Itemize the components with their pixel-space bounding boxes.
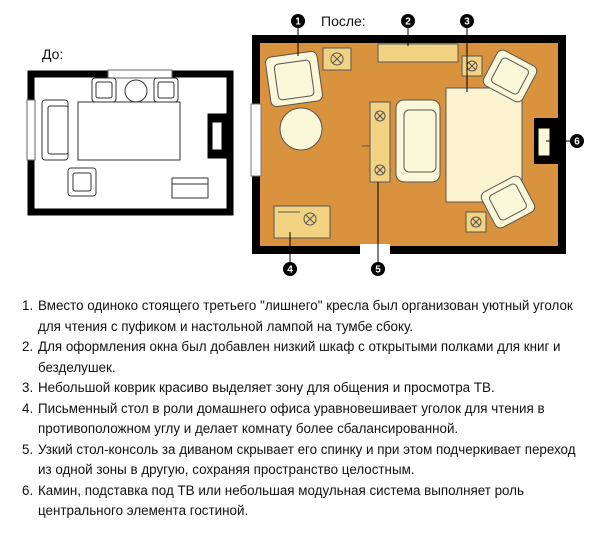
ottoman	[280, 108, 322, 150]
after-door-gap	[360, 244, 390, 256]
list-item	[0, 337, 600, 378]
marker-4-label: 4	[287, 264, 293, 276]
item-text: Камин, подставка под ТВ или небольшая модульная система выполняет роль центрального элемента гостиной.	[38, 482, 524, 518]
item-text: Для оформления окна был добавлен низкий шкаф с открытыми полками для книг и безделушек.	[38, 339, 561, 375]
item-number: 2.	[22, 339, 34, 354]
item-number: 4.	[22, 400, 34, 416]
before-desk	[172, 178, 208, 198]
list-item	[0, 440, 600, 481]
notes-list	[0, 296, 600, 522]
list-item	[0, 399, 600, 440]
before-window-top	[108, 70, 172, 78]
item-number: 5.	[22, 441, 34, 457]
marker-1-label: 1	[295, 16, 301, 28]
before-plan	[27, 70, 230, 212]
marker-2-label: 2	[405, 16, 411, 28]
item-number: 6.	[22, 482, 34, 498]
list-item	[0, 481, 600, 522]
marker-6-label: 6	[574, 136, 580, 148]
low-bookshelf	[378, 44, 458, 62]
list-item	[0, 378, 600, 399]
after-plan	[251, 14, 584, 276]
item-text: Письменный стол в роли домашнего офиса уравновешивает уголок для чтения в противоположном углу и делает комнату более сбалансированной.	[38, 400, 545, 436]
before-window-left	[27, 100, 35, 160]
before-coffee-table	[78, 102, 180, 160]
after-label: После:	[321, 13, 366, 29]
item-number: 3.	[22, 380, 34, 395]
item-text: Узкий стол-консоль за диваном скрывает его спинку и при этом подчеркивает переход из одной зоны в другую, сохраняя пространство целостным.	[38, 441, 576, 477]
before-label: До:	[42, 46, 64, 62]
after-window-left	[251, 104, 261, 176]
item-number: 1.	[22, 298, 34, 313]
marker-3-label: 3	[464, 16, 470, 28]
before-round-table	[125, 80, 147, 102]
marker-5-label: 5	[375, 264, 381, 276]
list-item	[0, 296, 600, 337]
item-text: Вместо одиноко стоящего третьего "лишнего" кресла был организован уютный уголок для чтения с пуфиком и настольной лампой на тумбе сбоку.	[38, 298, 573, 334]
desk	[274, 206, 330, 238]
item-text: Небольшой коврик красиво выделяет зону для общения и просмотра ТВ.	[38, 380, 495, 395]
